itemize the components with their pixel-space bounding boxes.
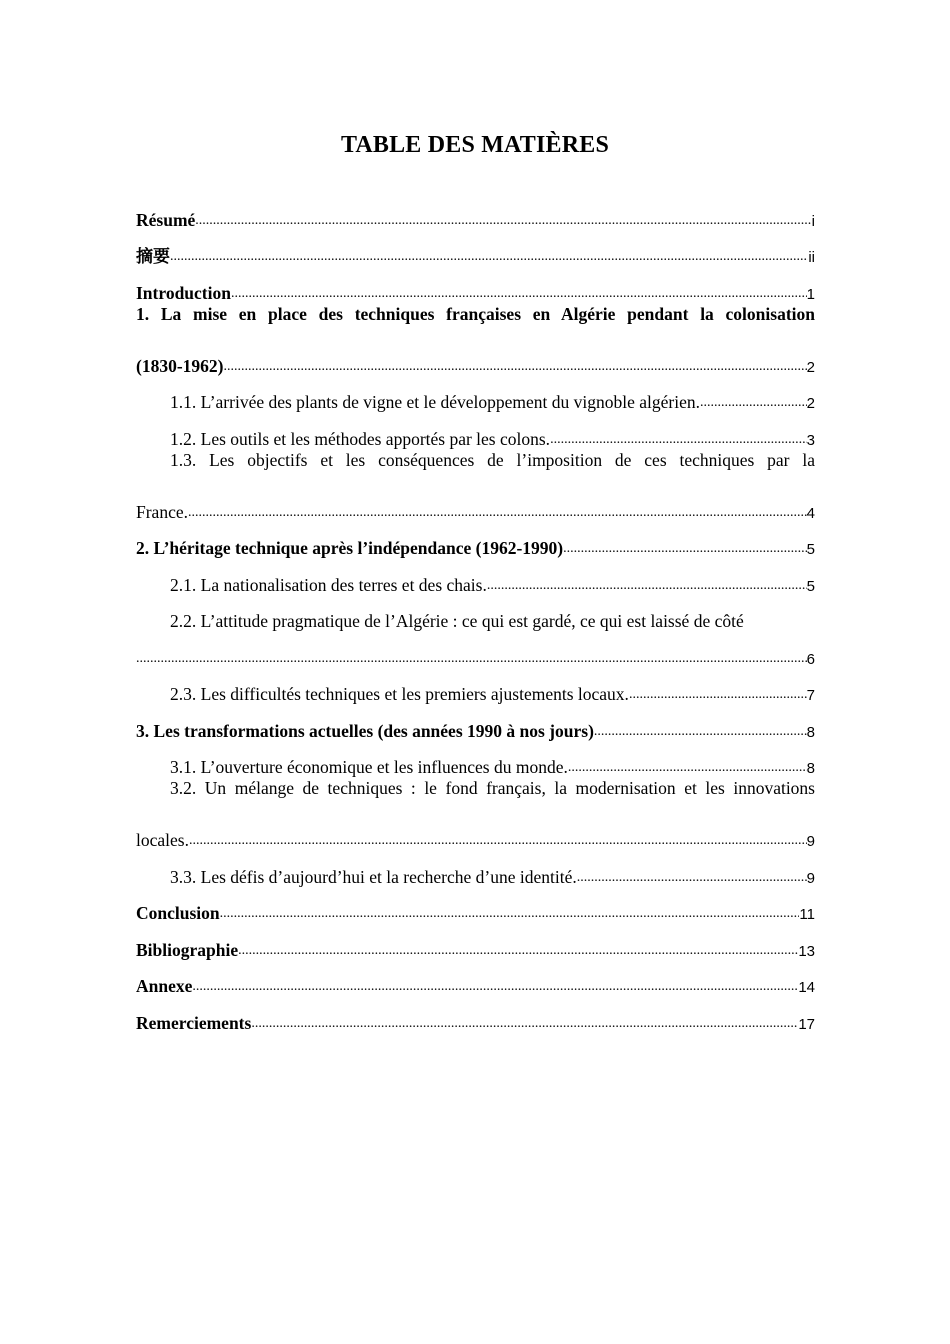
toc-entry-1-2[interactable] [136,413,815,450]
toc-leader-dots [487,579,807,596]
toc-page-number: 3 [806,431,815,449]
toc-page-number: 17 [798,1015,815,1033]
toc-entry-1-1[interactable] [136,377,815,414]
toc-entry-label: 1. La mise en place des techniques françaises en Algérie pendant la colonisation [136,303,815,324]
toc-entry-introduction[interactable] [136,267,815,304]
toc-leader-dots [188,506,807,523]
toc-leader-dots [195,214,811,231]
toc-leader-dots [136,652,807,669]
toc-leader-dots [629,688,807,705]
toc-page-number: 6 [806,650,815,668]
toc-entry-3-2-cont[interactable] [136,815,815,852]
toc-entry-3-3[interactable] [136,851,815,888]
toc-page-number: 1 [806,285,815,303]
toc-entry-label: France. [136,501,188,522]
toc-leader-dots [223,360,806,377]
toc-entry-bibliographie[interactable] [136,924,815,961]
toc-leader-dots [700,396,807,413]
toc-page-number: 14 [798,979,815,996]
toc-leader-dots [220,907,800,924]
toc-page-number: 13 [798,942,815,960]
toc-leader-dots [192,980,798,997]
toc-entry-chapter-1[interactable] [136,304,815,341]
toc-page-number: 4 [806,504,815,522]
toc-entry-label: 摘要 [136,247,170,267]
toc-page-number: 11 [799,906,815,923]
toc-entry-label: Remerciements [136,1012,252,1033]
toc-entry-chapter-1-cont[interactable] [136,340,815,377]
toc-page-number: 9 [806,869,815,887]
toc-entry-label: 1.1. L’arrivée des plants de vigne et le développement du vignoble algérien. [170,392,701,412]
toc-leader-dots [238,944,798,961]
toc-leader-dots [189,834,807,851]
toc-page-number: i [811,212,815,230]
toc-entry-label: 2.3. Les difficultés techniques et les premiers ajustements locaux. [170,684,629,704]
toc-entry-chapter-2[interactable] [136,523,815,560]
toc-entry-label: 1.3. Les objectifs et les conséquences de l’imposition de ces techniques par la [170,449,815,470]
toc-entry-resume[interactable] [136,194,815,231]
toc-page-number: 2 [806,395,815,412]
toc-leader-dots [550,433,807,450]
toc-leader-dots [594,725,807,742]
page-title: TABLE DES MATIÈRES [340,132,610,158]
toc-entry-label: 3. Les transformations actuelles (des années 1990 à nos jours) [136,720,594,741]
toc-page-number: ii [808,249,815,266]
toc-page-number: 8 [806,760,815,777]
toc-entry-3-1[interactable] [136,742,815,779]
toc-entry-2-3[interactable] [136,669,815,706]
toc-leader-dots [577,871,807,888]
toc-page-number: 5 [806,541,815,558]
toc-entry-label: Résumé [136,209,196,230]
toc-entry-remerciements[interactable] [136,997,815,1034]
toc-entry-1-3-cont[interactable] [136,486,815,523]
toc-entry-label: (1830-1962) [136,355,224,376]
toc-entry-label: Annexe [136,976,193,996]
toc-entry-label: 2.1. La nationalisation des terres et des chais. [170,574,487,595]
toc-entry-3-2[interactable] [136,778,815,815]
toc-leader-dots [568,761,807,778]
toc-leader-dots [251,1017,798,1034]
toc-page-number: 7 [806,687,815,704]
toc-entry-chapter-3[interactable] [136,705,815,742]
toc-entry-conclusion[interactable] [136,888,815,925]
toc-entry-zhaiyao[interactable] [136,231,815,268]
toc-leader-dots [563,542,807,559]
toc-entry-label: 2. L’héritage technique après l’indépendance (1962-1990) [136,538,564,558]
toc-leader-dots [231,287,807,304]
toc-entry-label: 3.2. Un mélange de techniques : le fond français, la modernisation et les innovations [170,778,815,798]
toc-entry-label: locales. [136,830,189,850]
table-of-contents [136,194,815,1034]
toc-leader-dots [170,250,808,267]
toc-page-number: 9 [806,833,815,850]
toc-page-number: 2 [806,358,815,376]
toc-entry-label: 3.3. Les défis d’aujourd’hui et la recherche d’une identité. [170,866,577,887]
toc-entry-1-3[interactable] [136,450,815,487]
toc-page-number: 8 [806,723,815,741]
toc-entry-annexe[interactable] [136,961,815,998]
toc-entry-label: Introduction [136,282,231,303]
toc-entry-2-2[interactable] [136,596,815,633]
toc-entry-label: 1.2. Les outils et les méthodes apportés par les colons. [170,428,551,449]
toc-entry-2-1[interactable] [136,559,815,596]
toc-entry-label: Bibliographie [136,939,239,960]
toc-entry-label: 3.1. L’ouverture économique et les influences du monde. [170,757,568,777]
toc-entry-label: Conclusion [136,903,220,923]
toc-entry-label: 2.2. L’attitude pragmatique de l’Algérie : ce qui est gardé, ce qui est laissé de côté [170,611,744,631]
toc-entry-2-2-cont[interactable] [136,632,815,669]
toc-page-number: 5 [806,577,815,595]
